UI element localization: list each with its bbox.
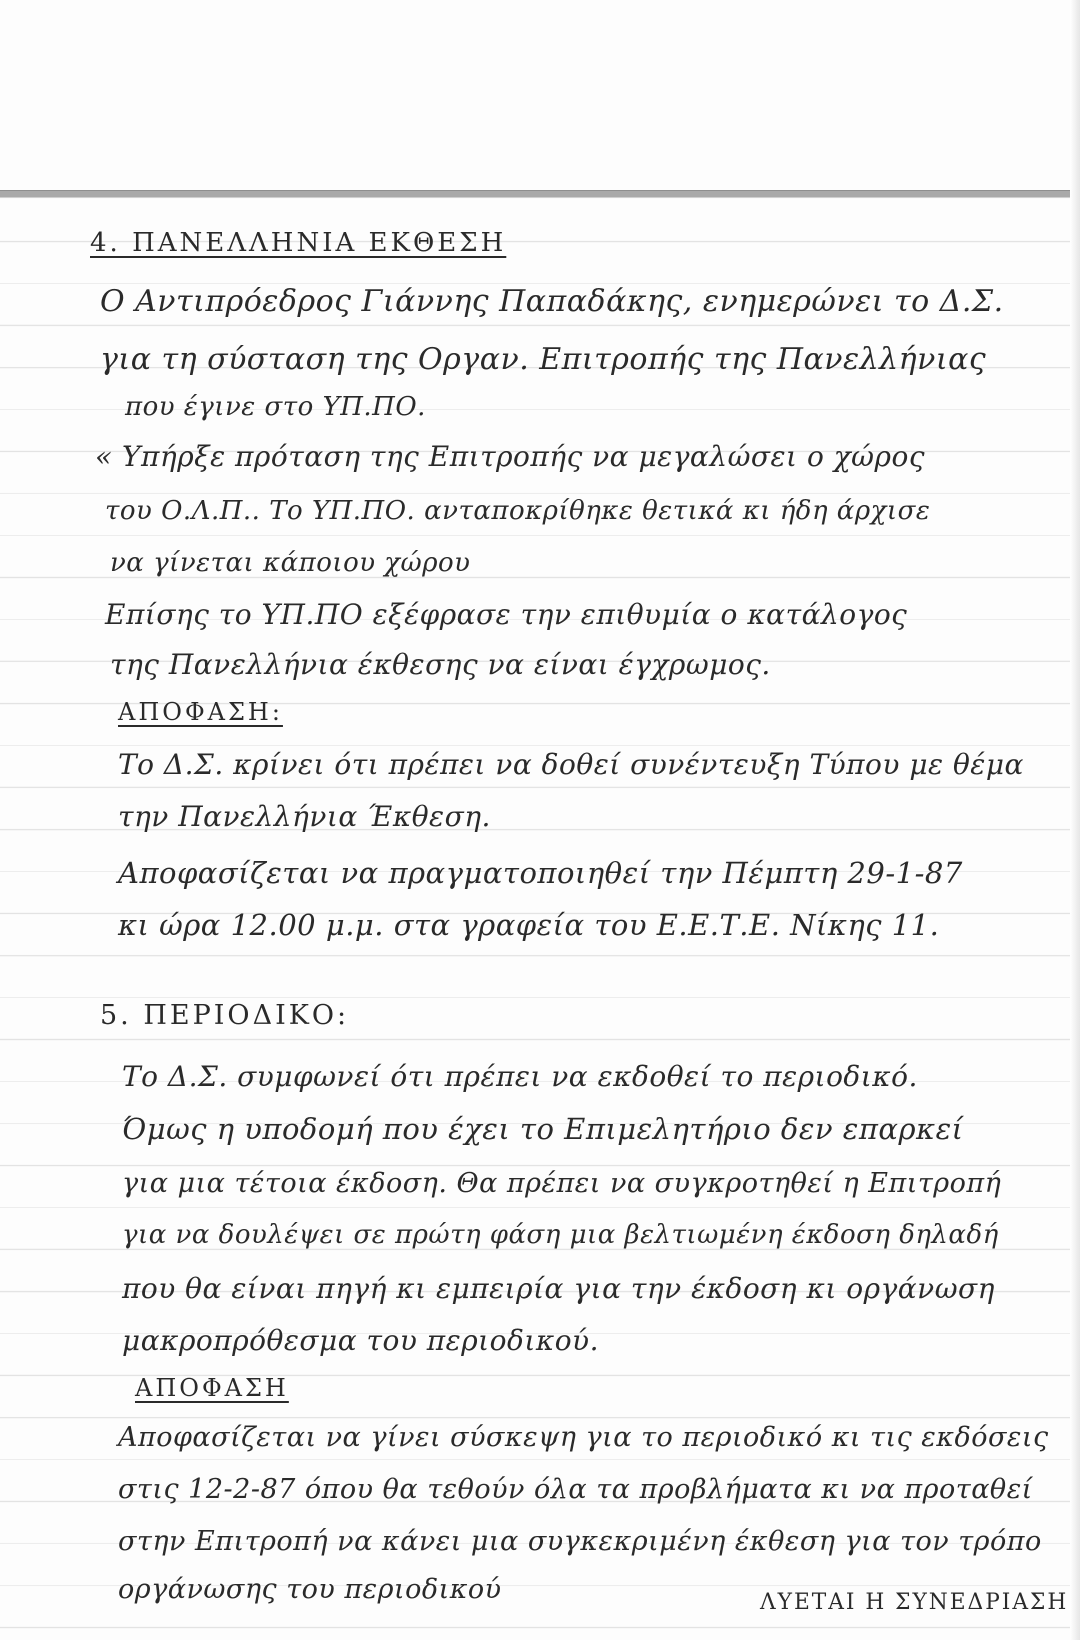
section-heading: 5. ΠΕΡΙΟΔΙΚΟ:: [100, 1000, 350, 1031]
handwritten-line: Όμως η υποδομή που έχει το Επιμελητήριο δεν επαρκεί: [122, 1112, 964, 1146]
handwritten-line: που έγινε στο ΥΠ.ΠΟ.: [125, 392, 426, 422]
blank-top-margin: [0, 0, 1080, 192]
decision-heading: ΑΠΟΦΑΣΗ:: [118, 698, 283, 726]
handwritten-line: Ο Αντιπρόεδρος Γιάννης Παπαδάκης, ενημερώνει το Δ.Σ.: [100, 284, 1004, 319]
closing-note: ΛΥΕΤΑΙ Η ΣΥΝΕΔΡΙΑΣΗ: [760, 1590, 1069, 1615]
handwritten-line: την Πανελλήνια Έκθεση.: [118, 800, 491, 833]
decision-heading: ΑΠΟΦΑΣΗ: [135, 1374, 289, 1402]
handwritten-line: Επίσης το ΥΠ.ΠΟ εξέφρασε την επιθυμία ο κατάλογος: [105, 598, 908, 631]
handwritten-line: για τη σύσταση της Οργαν. Επιτροπής της Πανελλήνιας: [100, 342, 987, 377]
handwritten-line: στην Επιτροπή να κάνει μια συγκεκριμένη έκθεση για τον τρόπο: [118, 1526, 1042, 1557]
handwritten-line: της Πανελλήνια έκθεσης να είναι έγχρωμος.: [110, 648, 771, 681]
handwritten-line: για μια τέτοια έκδοση. Θα πρέπει να συγκροτηθεί η Επιτροπή: [122, 1168, 1002, 1199]
handwritten-line: στις 12-2-87 όπου θα τεθούν όλα τα προβλήματα κι να προταθεί: [118, 1474, 1033, 1505]
header-rule: [0, 190, 1080, 198]
handwritten-line: να γίνεται κάποιου χώρου: [110, 548, 471, 578]
section-heading: 4. ΠΑΝΕΛΛΗΝΙΑ ΕΚΘΕΣΗ: [90, 228, 507, 258]
handwritten-line: « Υπήρξε πρόταση της Επιτροπής να μεγαλώσει ο χώρος: [95, 440, 925, 473]
handwritten-line: Αποφασίζεται να πραγματοποιηθεί την Πέμπτη 29-1-87: [118, 856, 963, 890]
handwritten-line: του Ο.Λ.Π.. Το ΥΠ.ΠΟ. ανταποκρίθηκε θετικά κι ήδη άρχισε: [105, 496, 931, 526]
handwritten-line: κι ώρα 12.00 μ.μ. στα γραφεία του Ε.Ε.Τ.Ε. Νίκης 11.: [118, 908, 940, 942]
handwritten-line: μακροπρόθεσμα του περιοδικού.: [122, 1324, 599, 1357]
handwritten-line: για να δουλέψει σε πρώτη φάση μια βελτιωμένη έκδοση δηλαδή: [122, 1220, 999, 1250]
handwritten-line: Το Δ.Σ. κρίνει ότι πρέπει να δοθεί συνέντευξη Τύπου με θέμα: [118, 748, 1024, 781]
handwritten-line: οργάνωσης του περιοδικού: [118, 1574, 502, 1605]
handwritten-line: Το Δ.Σ. συμφωνεί ότι πρέπει να εκδοθεί το περιοδικό.: [122, 1060, 918, 1093]
handwritten-line: που θα είναι πηγή κι εμπειρία για την έκδοση κι οργάνωση: [122, 1272, 995, 1305]
handwritten-line: Αποφασίζεται να γίνει σύσκεψη για το περιοδικό κι τις εκδόσεις: [118, 1422, 1049, 1453]
page-edge-shadow: [1070, 0, 1080, 1640]
